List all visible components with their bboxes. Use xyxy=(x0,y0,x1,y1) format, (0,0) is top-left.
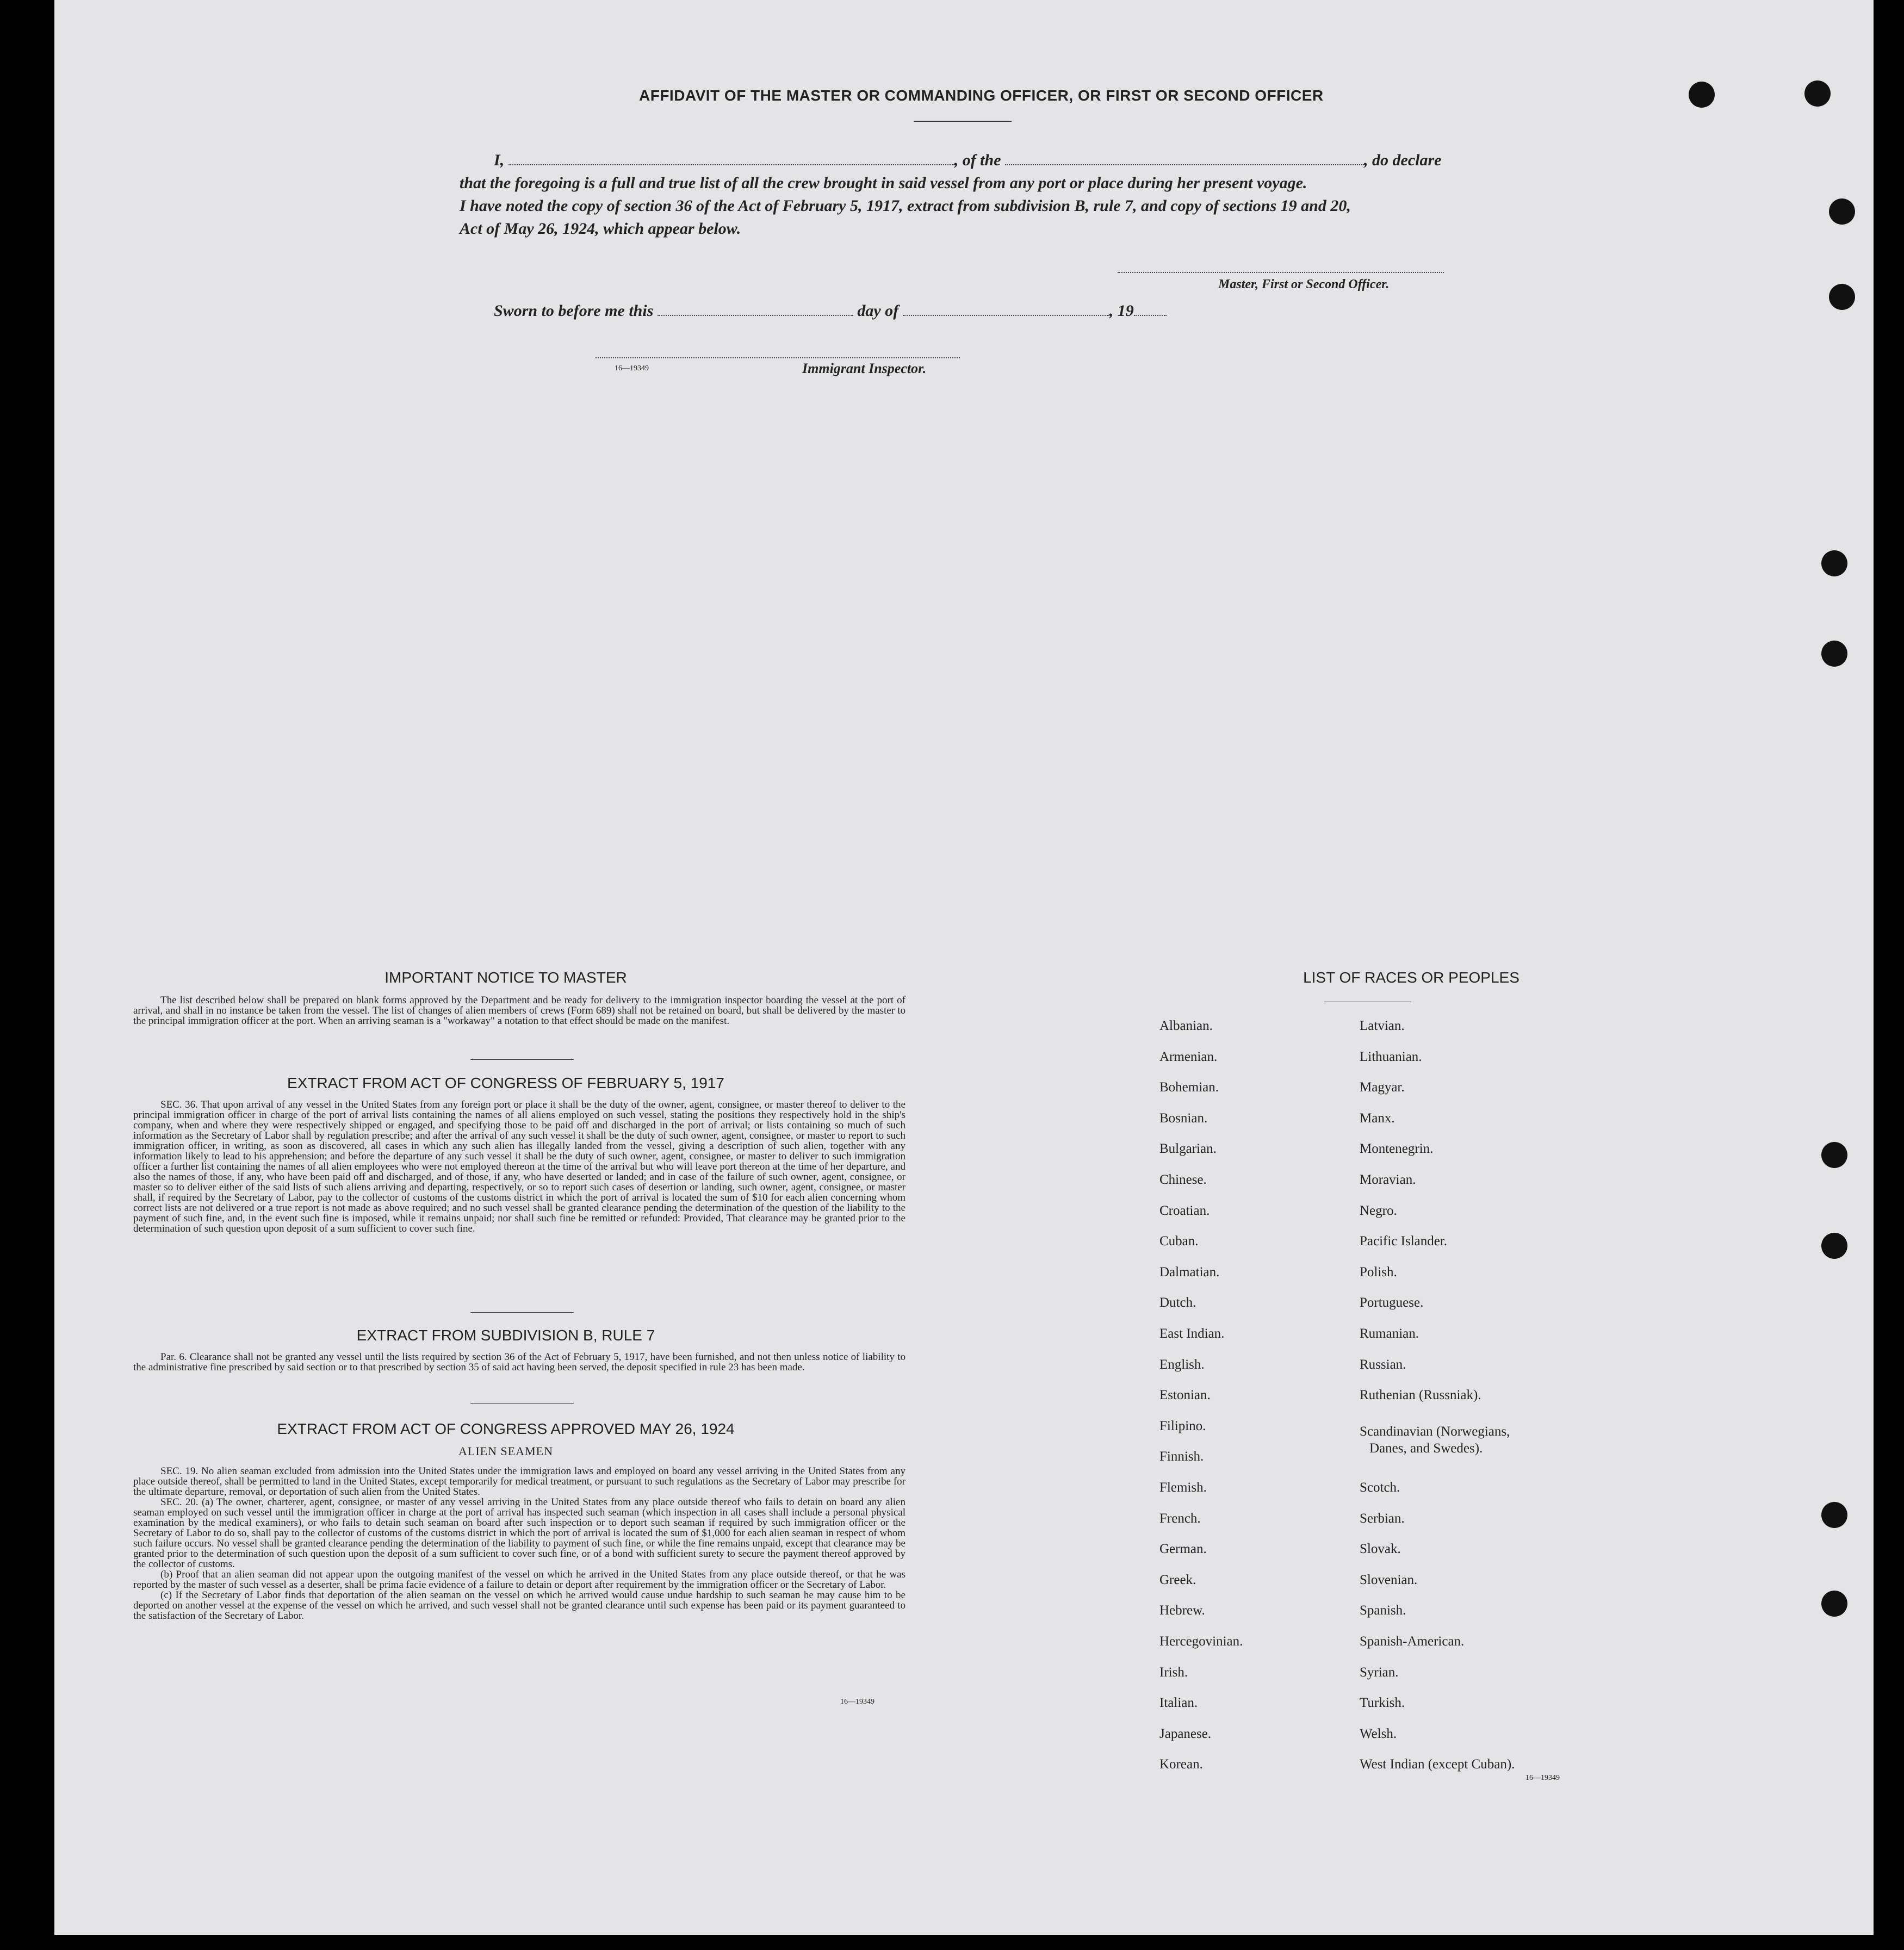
race-item: Albanian. xyxy=(1159,1019,1213,1033)
affidavit-form-number: 16—19349 xyxy=(615,364,649,372)
notice-paragraph: The list described below shall be prepared on blank forms approved by the Department and be ready for delivery to the immigration inspector boarding the vessel at the port of arrival, and shall in no instance be taken from the vessel. The list of changes of alien members of crews (Form 689) shall not be retained on board, but shall be delivered by the master to the principal immigration officer at the port. When an arriving seaman is a "workaway" a notation to that effect should be made on the manifest. xyxy=(133,995,906,1027)
race-item: Dalmatian. xyxy=(1159,1265,1220,1280)
extract-1917-title: EXTRACT FROM ACT OF CONGRESS OF FEBRUARY 5, 1917 xyxy=(287,1075,724,1091)
race-item: Syrian. xyxy=(1360,1665,1399,1680)
punch-hole xyxy=(1804,80,1831,107)
race-scandinavian-line-2: Danes, and Swedes). xyxy=(1369,1441,1483,1456)
race-item: Italian. xyxy=(1159,1696,1198,1710)
race-item: Spanish. xyxy=(1360,1603,1406,1618)
subdivision-b-title: EXTRACT FROM SUBDIVISION B, RULE 7 xyxy=(356,1327,655,1344)
race-item: Filipino. xyxy=(1159,1419,1206,1433)
par-6-paragraph: Par. 6. Clearance shall not be granted any vessel until the lists required by section 36 of the Act of February 5, 1917, have been furnished, and not then unless notice of liability to the administrative fine prescribed by said section or to that prescribed by section 35 of said act having been served, the deposit specified in rule 23 has been made. xyxy=(133,1351,906,1373)
race-item: Slovak. xyxy=(1360,1542,1401,1556)
race-item: Pacific Islander. xyxy=(1360,1234,1448,1249)
race-item: Serbian. xyxy=(1360,1511,1405,1526)
race-item: Lithuanian. xyxy=(1360,1049,1422,1064)
race-item: Manx. xyxy=(1360,1111,1395,1126)
race-item: Slovenian. xyxy=(1360,1573,1418,1587)
punch-hole xyxy=(1689,82,1715,108)
affidavit-line-4: Act of May 26, 1924, which appear below. xyxy=(460,220,741,238)
year-label: , 19 xyxy=(1109,302,1134,320)
race-item: Rumanian. xyxy=(1360,1326,1419,1341)
race-item: Scandinavian (Norwegians, xyxy=(1360,1424,1510,1439)
declarant-prefix: I, xyxy=(494,151,505,169)
sworn-year-field[interactable] xyxy=(1134,315,1167,316)
affidavit-line-2: that the foregoing is a full and true list of all the crew brought in said vessel from any port or place during her present voyage. xyxy=(460,174,1307,192)
title-rule xyxy=(914,121,1012,122)
race-item: Hercegovinian. xyxy=(1159,1634,1243,1649)
alien-seamen-subtitle: ALIEN SEAMEN xyxy=(458,1444,553,1458)
subdivision-b-text xyxy=(133,1352,906,1373)
race-item: Bosnian. xyxy=(1159,1111,1208,1126)
extract-1924-text xyxy=(133,1466,906,1621)
race-item: Cuban. xyxy=(1159,1234,1199,1249)
sworn-month-field[interactable] xyxy=(903,315,1109,316)
race-item: Bohemian. xyxy=(1159,1080,1219,1095)
race-item: French. xyxy=(1159,1511,1201,1526)
race-item: Estonian. xyxy=(1159,1388,1211,1402)
vessel-name-field[interactable] xyxy=(1005,164,1364,165)
race-item: Montenegrin. xyxy=(1360,1141,1434,1156)
race-item: Negro. xyxy=(1360,1203,1397,1218)
race-item: Portuguese. xyxy=(1360,1295,1424,1310)
races-form-number: 16—19349 xyxy=(1525,1774,1560,1782)
affidavit-title: AFFIDAVIT OF THE MASTER OR COMMANDING OFFICER, OR FIRST OR SECOND OFFICER xyxy=(639,87,1324,104)
sec-20b-paragraph: (b) Proof that an alien seaman did not appear upon the outgoing manifest of the vessel on which he arrived in the United States from any place outside thereof, or that he was reported by the master of such vessel as a deserter, shall be prima facie evidence of a failure to detain or deport after requirement by the immigration officer or the Secretary of Labor. xyxy=(133,1569,906,1591)
race-item: Hebrew. xyxy=(1159,1603,1205,1618)
notice-title: IMPORTANT NOTICE TO MASTER xyxy=(384,969,627,986)
race-item: English. xyxy=(1159,1357,1205,1372)
affidavit-line-1 xyxy=(494,151,1441,170)
day-of-label: day of xyxy=(857,302,899,320)
extract-1924-title: EXTRACT FROM ACT OF CONGRESS APPROVED MAY 26, 1924 xyxy=(277,1420,735,1437)
do-declare-label: , do declare xyxy=(1364,151,1442,169)
race-item: Finnish. xyxy=(1159,1449,1204,1464)
punch-hole xyxy=(1821,641,1847,667)
document-page xyxy=(54,0,1874,1935)
notice-text xyxy=(133,995,906,1026)
race-item: Spanish-American. xyxy=(1360,1634,1465,1649)
race-item: Welsh. xyxy=(1360,1727,1397,1741)
race-item: Greek. xyxy=(1159,1573,1196,1587)
race-item: Dutch. xyxy=(1159,1295,1196,1310)
punch-hole xyxy=(1821,1142,1847,1168)
extract-1917-text xyxy=(133,1100,906,1234)
sworn-day-field[interactable] xyxy=(658,315,853,316)
sec-36-paragraph: SEC. 36. That upon arrival of any vessel in the United States from any foreign port or place it shall be the duty of the owner, agent, consignee, or master thereof to deliver to the principal immigration officer in charge of the port of arrival lists containing the names of all aliens employed on such vessel, stating the positions they respectively hold in the ship's company, when and where they were respectively shipped or engaged, and specifying those to be paid off and discharged in the port of arrival; or lists containing so much of such information as the Secretary of Labor shall by regulation prescribe; and after the arrival of any such vessel it shall be the duty of such owner, agent, consignee, or master to report to such immigration officer, in writing, as soon as discovered, all cases in which any such alien has illegally landed from the vessel, giving a description of such alien, together with any information likely to lead to his apprehension; and before the departure of any such vessel it shall be the duty of such owner, agent, consignee, or master to deliver to such immigration officer a further list containing the names of all alien employees who were not employed thereon at the time of the arrival but who will leave port thereon at the time of her departure, and also the names of those, if any, who have been paid off and discharged, and of those, if any, who have deserted or landed; and in case of the failure of such owner, agent, consignee, or master so to deliver either of the said lists of such aliens arriving and departing, respectively, or so to report such cases of desertion or landing, such owner, agent, consignee, or master shall, if required by the Secretary of Labor, pay to the collector of customs of the customs district in which the port of arrival is located the sum of $10 for each alien concerning whom correct lists are not delivered or a true report is not made as above required; and no such vessel shall be granted clearance pending the determination of the question of the liability to the payment of such fine, and, in the event such fine is imposed, while it remains unpaid; nor shall such fine be remitted or refunded: Provided, That clearance may be granted prior to the determination of such question upon deposit of a sum sufficient to cover such fine. xyxy=(133,1099,906,1234)
race-item: Magyar. xyxy=(1360,1080,1405,1095)
race-item: West Indian (except Cuban). xyxy=(1360,1757,1515,1772)
sworn-line xyxy=(494,302,1167,320)
race-item: Moravian. xyxy=(1360,1172,1416,1187)
of-the-label: , of the xyxy=(954,151,1001,169)
sec-20c-paragraph: (c) If the Secretary of Labor finds that deportation of the alien seaman on the vessel on which he arrived would cause undue hardship to such seaman he may cause him to be deported on another vessel at the expense of the vessel on which he arrived, and such vessel shall not be granted clearance until such expense has been paid or its payment guaranteed to the satisfaction of the Secretary of Labor. xyxy=(133,1589,906,1622)
race-item: Turkish. xyxy=(1360,1696,1405,1710)
race-item: Ruthenian (Russniak). xyxy=(1360,1388,1481,1402)
extract-form-number: 16—19349 xyxy=(840,1698,875,1706)
race-item: Croatian. xyxy=(1159,1203,1210,1218)
race-item: German. xyxy=(1159,1542,1207,1556)
affidavit-line-3: I have noted the copy of section 36 of the Act of February 5, 1917, extract from subdivision B, rule 7, and copy of sections 19 and 20, xyxy=(460,197,1351,215)
sec-20a-paragraph: SEC. 20. (a) The owner, charterer, agent, consignee, or master of any vessel arriving in the United States from any place outside thereof who fails to detain on board any alien seaman employed on such vessel until the immigration officer in charge at the port of arrival has inspected such seaman (which inspection in all cases shall include a personal physical examination by the medical examiners), or who fails to detain such seaman on board after such inspection or to deport such seaman if required by such immigration officer or the Secretary of Labor to do so, shall pay to the collector of customs of the customs district in which the port of arrival is located the sum of $1,000 for each alien seaman in respect of whom such failure occurs. No vessel shall be granted clearance pending the determination of the liability to payment of such fine, or while the fine remains unpaid, except that clearance may be granted prior to the determination of such question upon the deposit of a sum sufficient to cover such fine, or of a bond with sufficient surety to secure the payment thereof approved by the collector of customs. xyxy=(133,1496,906,1570)
master-signature-label: Master, First or Second Officer. xyxy=(1218,277,1390,291)
race-item: Irish. xyxy=(1159,1665,1188,1680)
punch-hole xyxy=(1821,1591,1847,1617)
race-item: Bulgarian. xyxy=(1159,1141,1217,1156)
race-item: Scotch. xyxy=(1360,1480,1400,1495)
races-title: LIST OF RACES OR PEOPLES xyxy=(1303,969,1520,986)
race-item: East Indian. xyxy=(1159,1326,1225,1341)
punch-hole xyxy=(1821,1502,1847,1528)
race-item: Japanese. xyxy=(1159,1727,1212,1741)
race-item: Chinese. xyxy=(1159,1172,1207,1187)
race-item: Latvian. xyxy=(1360,1019,1405,1033)
race-item: Korean. xyxy=(1159,1757,1203,1772)
section-rule xyxy=(470,1312,574,1313)
inspector-label: Immigrant Inspector. xyxy=(802,361,927,376)
punch-hole xyxy=(1821,550,1847,576)
master-signature-field[interactable] xyxy=(1118,272,1444,273)
race-item: Polish. xyxy=(1360,1265,1397,1280)
inspector-signature-field[interactable] xyxy=(596,357,960,358)
declarant-name-field[interactable] xyxy=(508,164,954,165)
punch-hole xyxy=(1829,198,1855,225)
race-item: Russian. xyxy=(1360,1357,1406,1372)
section-rule xyxy=(470,1059,574,1060)
punch-hole xyxy=(1821,1233,1847,1259)
race-item: Armenian. xyxy=(1159,1049,1218,1064)
punch-hole xyxy=(1829,284,1855,310)
sworn-label: Sworn to before me this xyxy=(494,302,654,320)
race-item: Flemish. xyxy=(1159,1480,1207,1495)
sec-19-paragraph: SEC. 19. No alien seaman excluded from admission into the United States under the immigration laws and employed on board any vessel arriving in the United States from any place outside thereof, shall be permitted to land in the United States, except temporarily for medical treatment, or pursuant to such regulations as the Secretary of Labor may prescribe for the ultimate departure, removal, or deportation of such alien from the United States. xyxy=(133,1465,906,1498)
